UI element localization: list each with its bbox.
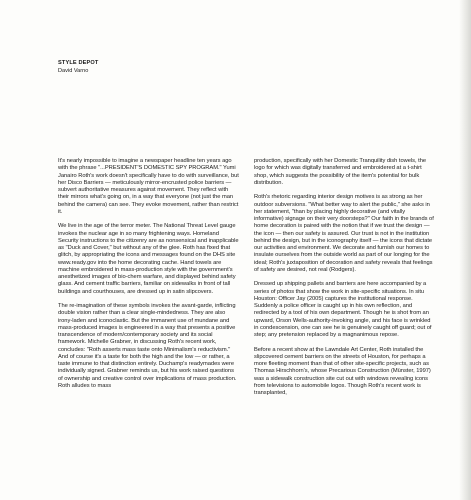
paragraph: The re-imagination of these symbols invokes the avant-garde, inflicting double vision rather than a clear single-mindedness. They are also irony-laden and iconoclastic. But the immanent use of mundane and mass-produced images is engineered in a way that presents a positive transcendence of modern/contemporary society and its social framework. Michelle Grabner, in discussing Roth's recent work, concludes: "Roth asserts mass taste onto Minimalism's reductivism." And of course it's a taste for both the high and the low — or rather, a taste immune to that distinction entirely. Duchamp's readymades were individually signed. Grabner reminds us, but his work raised questions of ownership and creative control over implications of mass production. Roth alludes to mass: [58, 303, 237, 389]
paragraph: It's nearly impossible to imagine a newspaper headline ten years ago with the phrase "...PRESIDENT'S DOMESTIC SPY PROGRAM." Yumi Janairo Roth's work doesn't specifically have to do with surveillance, but her Disco Barriers — meticulously mirror-encrusted police barriers — subvert authoritative measures against movement. They reflect with their mirrors what's going on, in a way that everyone (not just the man behind the camera) can see. They evoke movement, rather than restrict it.: [58, 158, 239, 215]
article-header: [58, 60, 99, 75]
section-title: STYLE DEPOT: [58, 60, 99, 66]
paragraph: Roth's rhetoric regarding interior design motives is as strong as her outdoor subversions. "What better way to alert the public," she asks in her statement, "than by placing highly decorative (and vitally informative) signage on their very doorsteps?" Our faith in the brands of home decoration is paired with the notion that if we trust the design — the icon — then our safety is assured. Our trust is not in the institution behind the design, but in the iconography itself — the icons that dictate our activities and environment. We decorate and furnish our homes to insulate ourselves from the outside world as part of our longing for the ideal; Roth's juxtaposition of decoration and safety reveals that feelings of safety are desired, not real (Rodgers).: [254, 194, 434, 273]
page-edge-shadow: [459, 0, 471, 500]
paragraph: Before a recent show at the Lawndale Art Center, Roth installed the slipcovered cement barriers on the streets of Houston, for perhaps a more fleeting moment than that of other site-specific projects, such as Thomas Hirschhorn's, whose Precarious Construction (Münster, 1997) was a sidewalk construction site cut out with windows revealing icons from televisions to automobile logos. Though Roth's recent work is transplanted,: [254, 346, 431, 397]
paragraph: We live in the age of the terror meter. The National Threat Level gauge invokes the nuclear age in so many frightening ways. Homeland Security instructions to the citizenry are as nonsensical and inapplicable as "Duck and Cover," but without any of the glee. Roth has fixed that glitch, by appropriating the icons and messages found on the DHS site www.ready.gov into the home decorating cache. Hand towels are machine embroidered in mass-production style with the government's anesthetized images of bio-chem warfare, and displayed behind safety glass. And cement traffic barriers, familiar on sidewalks in front of tall buildings and courthouses, are dressed up in satin slipcovers.: [58, 223, 239, 295]
author-name: David Varno: [58, 67, 89, 74]
paragraph: production, specifically with her Domestic Tranquility dish towels, the logo for which was digitally transferred and embroidered at a t-shirt shop, which suggests the possibility of the item's potential for bulk distribution.: [254, 158, 427, 186]
right-column: [254, 158, 436, 397]
left-column: [58, 158, 240, 390]
paragraph: Dressed up shipping pallets and barriers are here accompanied by a series of photos that show the work in site-specific situations. In situ Houston: Officer Jay (2005) captures the institutional response. Suddenly a police officer is caught up in his own reflection, and redirected by a tool of his own department. Though he is shot from an upward, Orson Wells-authority-invoking angle, and his face is wrinkled in condescension, one can see he is genuinely caught off guard; out of step; any pretension replaced by a magnanimous repose.: [254, 281, 432, 339]
